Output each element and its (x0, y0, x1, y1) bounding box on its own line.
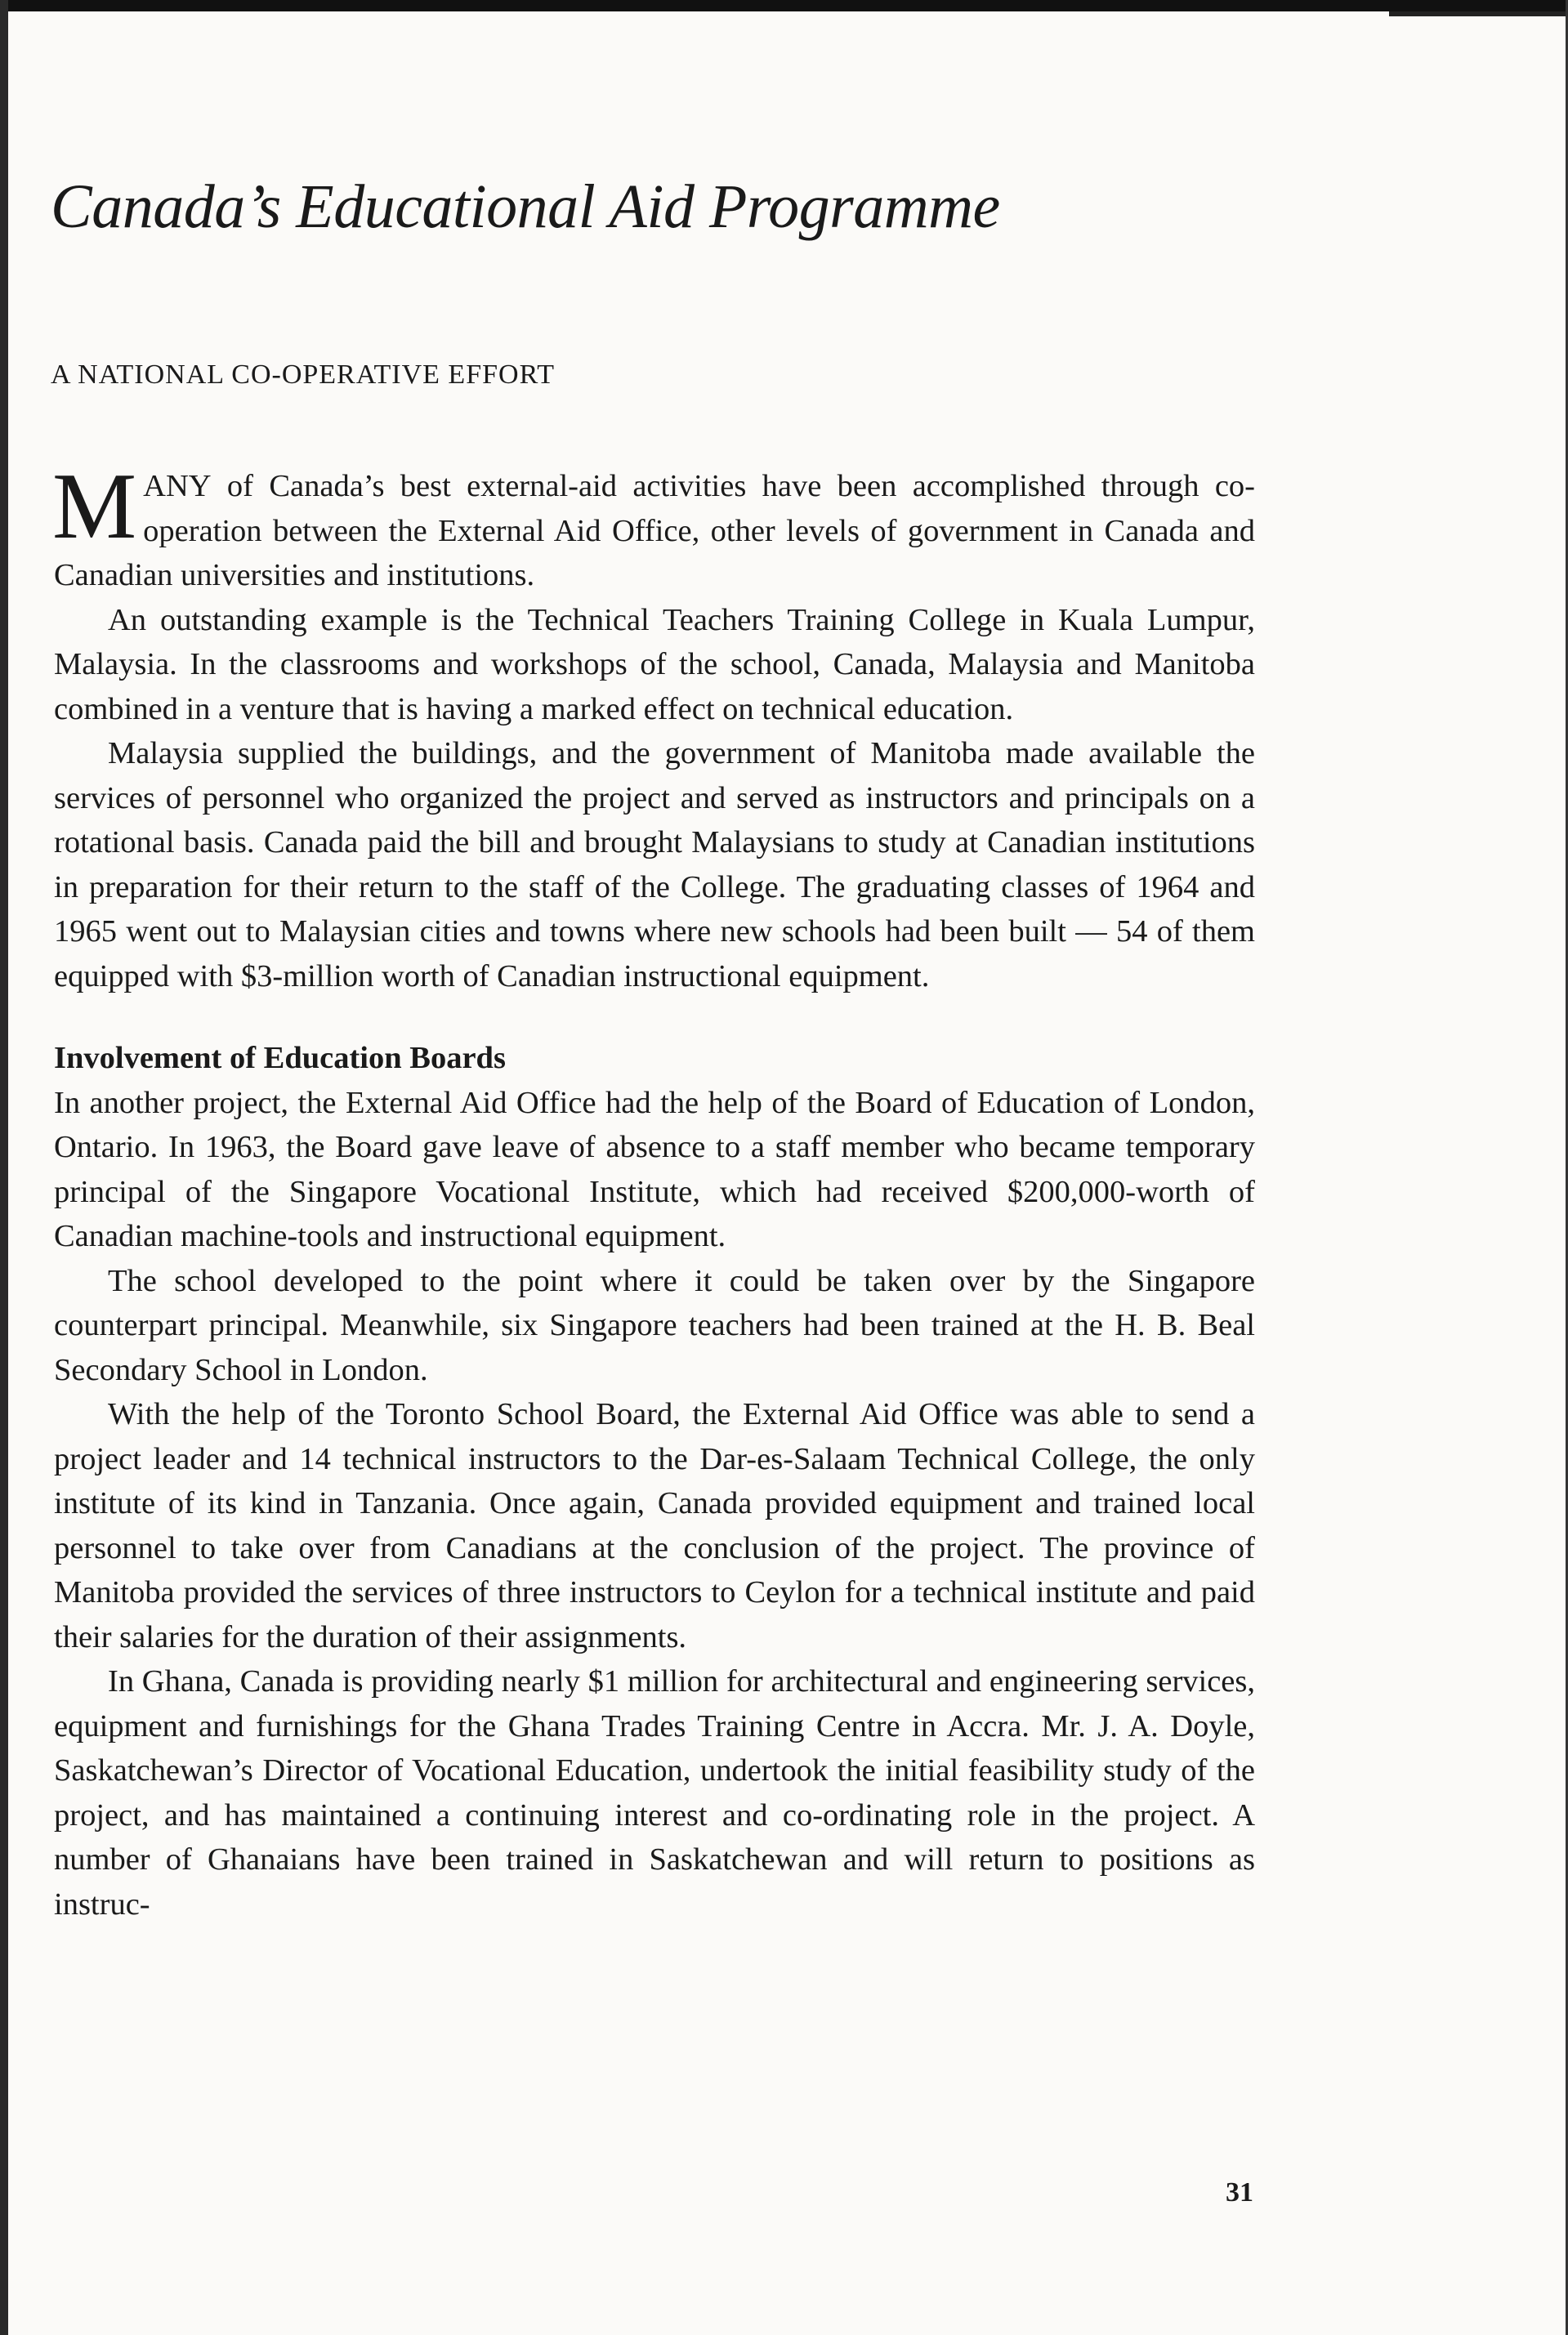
page-title: Canada’s Educational Aid Programme (51, 172, 1000, 241)
paragraph: In Ghana, Canada is providing nearly $1 million for architectural and engineering services, equipment and furnishings for the Ghana Trades Training Centre in Accra. Mr. J. A. Doyle, Saskatchewan’s Director of Vocational Education, undertook the initial feasibility study of the project, and has maintained a continuing interest and co-ordinating role in the project. A number of Ghanaians have been trained in Saskatchewan and will return to positions as instruc- (54, 1664, 1255, 1922)
article-body (52, 454, 1255, 1926)
paragraph: In another project, the External Aid Office had the help of the Board of Education of London, Ontario. In 1963, the Board gave leave of absence to a staff member who became temporary principal of the Singapore Vocational Institute, which had received $200,000-worth of Canadian machine-tools and instructional equipment. (54, 1085, 1255, 1253)
section-heading: A NATIONAL CO-OPERATIVE EFFORT (51, 359, 555, 390)
drop-cap: M (52, 454, 137, 559)
paragraph: An outstanding example is the Technical Teachers Training College in Kuala Lumpur, Malaysia. In the classrooms and workshops of the school, Canada, Malaysia and Manitoba combined in a venture that is having a marked effect on technical education. (54, 602, 1255, 726)
paragraph: Malaysia supplied the buildings, and the government of Manitoba made available the services of personnel who organized the project and served as instructors and principals on a rotational basis. Canada paid the bill and brought Malaysians to study at Canadian institutions in preparation for their return to the staff of the College. The graduating classes of 1964 and 1965 went out to Malaysian cities and towns where new schools had been built — 54 of them equipped with $3-million worth of Canadian instructional equipment. (54, 736, 1255, 993)
lead-small-caps: ANY (143, 469, 212, 503)
paragraph: With the help of the Toronto School Board, the External Aid Office was able to send a project leader and 14 technical instructors to the Dar-es-Salaam Technical College, the only institute of its kind in Tanzania. Once again, Canada provided equipment and trained local personnel to take over from Canadians at the conclusion of the project. The province of Manitoba provided the services of three instructors to Ceylon for a technical institute and paid their salaries for the duration of their assignments. (54, 1397, 1255, 1654)
subheading: Involvement of Education Boards (54, 1041, 506, 1075)
intro-paragraph (52, 454, 1255, 598)
page-number: 31 (1226, 2177, 1253, 2208)
page-top-edge (0, 0, 1568, 11)
intro-text: of Canada’s best external-aid activities have been accomplished through co-operation between the External Aid Office, other levels of government in Canada and Canadian universities and institutions. (54, 469, 1255, 592)
page-left-edge (0, 0, 8, 2335)
page-top-edge-thin (1389, 11, 1568, 16)
paragraph: The school developed to the point where it could be taken over by the Singapore counterpart principal. Meanwhile, six Singapore teachers had been trained at the H. B. Beal Secondary School in London. (54, 1263, 1255, 1387)
